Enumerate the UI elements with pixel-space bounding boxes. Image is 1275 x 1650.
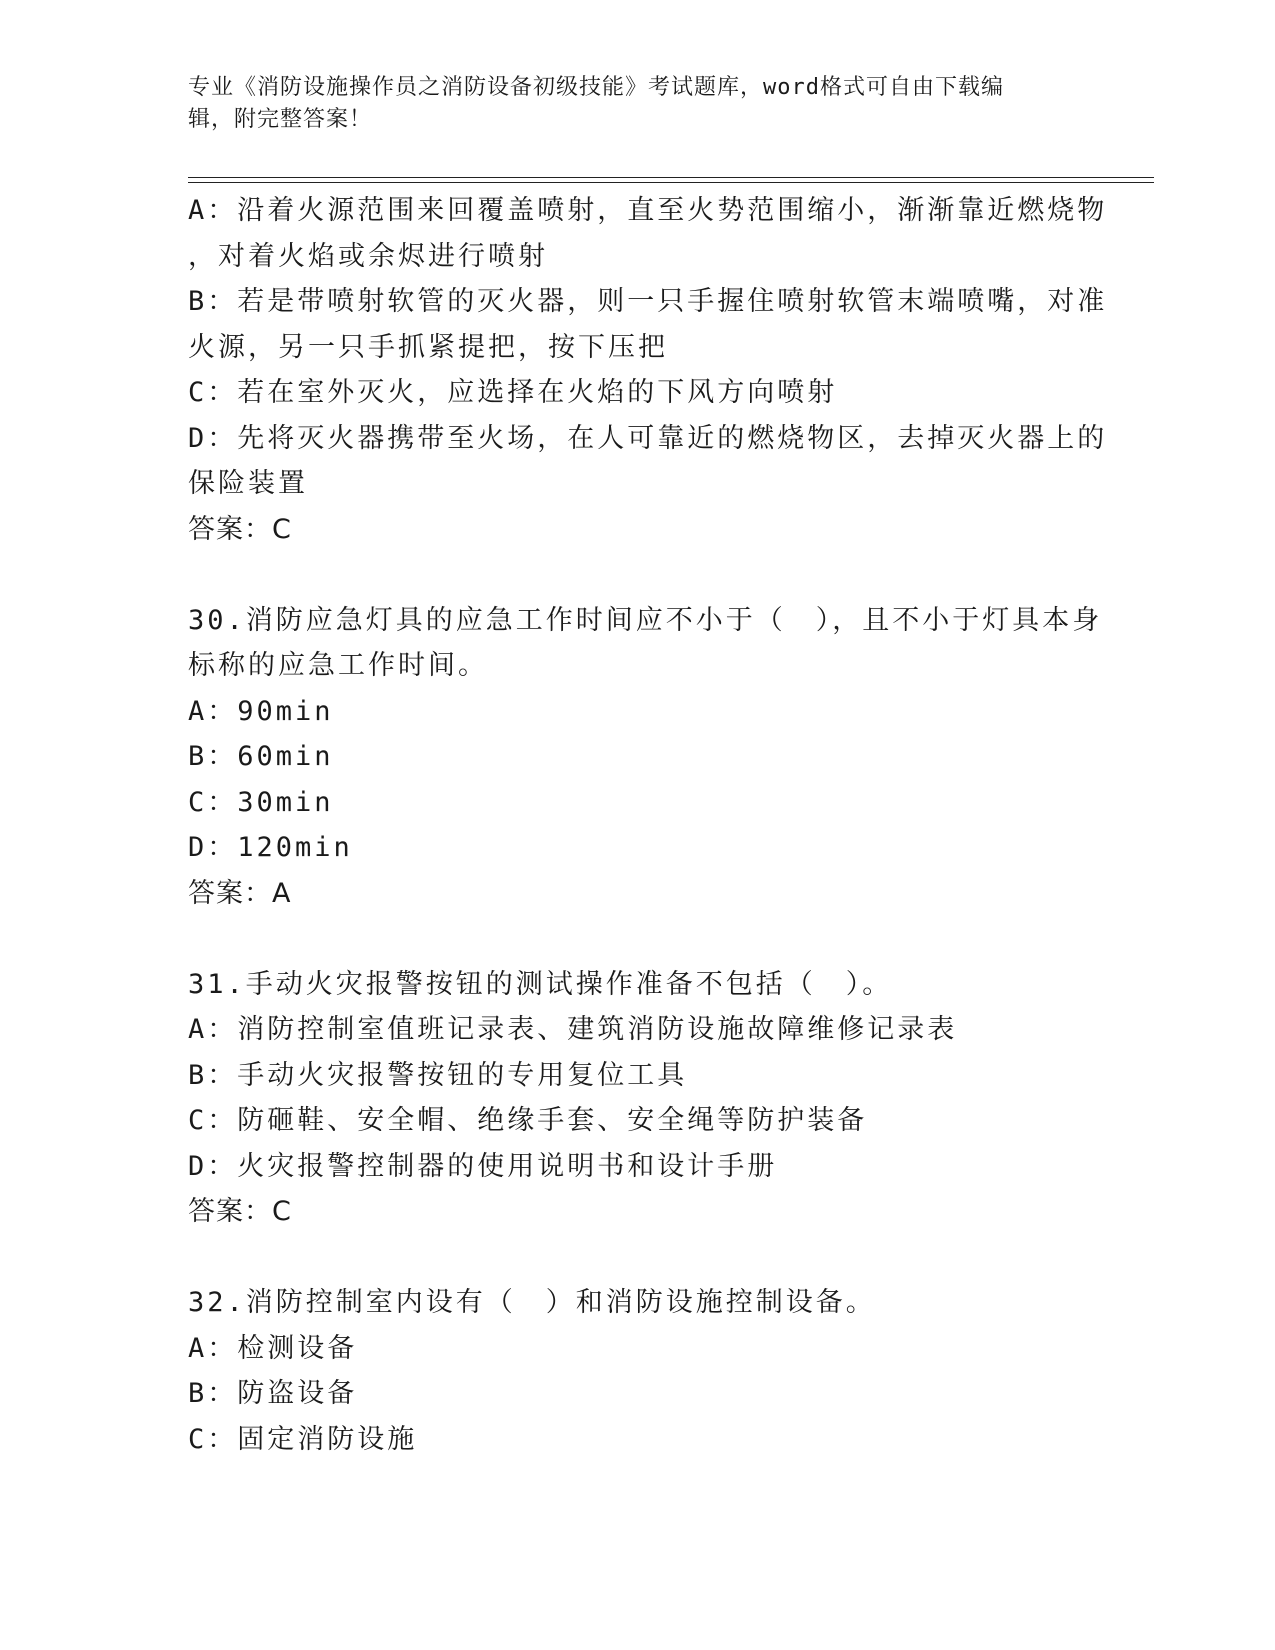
header-divider-bottom (188, 182, 1154, 183)
option-c: C：固定消防设施 (188, 1423, 418, 1455)
option-b-line-2: 火源，另一只手抓紧提把，按下压把 (188, 331, 668, 363)
option-b: B：防盗设备 (188, 1378, 358, 1409)
header-divider-top (188, 177, 1154, 178)
question-stem: 32.消防控制室内设有（ ）和消防设施控制设备。 (188, 1287, 876, 1318)
option-b: B：手动火灾报警按钮的专用复位工具 (188, 1059, 688, 1091)
spacer (188, 552, 1088, 598)
header-line-1: 专业《消防设施操作员之消防设备初级技能》考试题库，word格式可自由下载编 (188, 75, 1004, 100)
question-stem: 31.手动火灾报警按钮的测试操作准备不包括（ ）。 (188, 968, 893, 1000)
question-list (188, 188, 1108, 1462)
option-c: C：30min (188, 786, 334, 818)
option-d: D：火灾报警控制器的使用说明书和设计手册 (188, 1150, 778, 1182)
question-29 (188, 188, 1108, 552)
document-header (188, 72, 1068, 136)
answer: 答案：C (188, 513, 292, 545)
spacer (188, 916, 1088, 962)
question-30 (188, 598, 1103, 917)
question-stem-line-2: 标称的应急工作时间。 (188, 650, 488, 681)
header-line-2: 辑，附完整答案！ (188, 107, 373, 132)
option-a: A：90min (188, 695, 334, 727)
spacer (188, 1235, 1088, 1281)
option-c: C：防砸鞋、安全帽、绝缘手套、安全绳等防护装备 (188, 1105, 868, 1136)
answer: 答案：C (188, 1196, 292, 1227)
option-d-line-2: 保险装置 (188, 468, 308, 499)
option-d: D：120min (188, 832, 353, 863)
question-31 (188, 962, 1088, 1235)
option-a-line-1: A：沿着火源范围来回覆盖喷射，直至火势范围缩小，渐渐靠近燃烧物 (188, 195, 1108, 226)
option-a-line-2: ，对着火焰或余烬进行喷射 (188, 240, 548, 272)
answer: 答案：A (188, 877, 292, 909)
option-b: B：60min (188, 741, 334, 772)
option-b-line-1: B：若是带喷射软管的灭火器，则一只手握住喷射软管末端喷嘴，对准 (188, 286, 1108, 317)
option-c: C：若在室外灭火，应选择在火焰的下风方向喷射 (188, 377, 838, 408)
option-d-line-1: D：先将灭火器携带至火场，在人可靠近的燃烧物区，去掉灭火器上的 (188, 422, 1108, 454)
option-a: A：消防控制室值班记录表、建筑消防设施故障维修记录表 (188, 1014, 958, 1045)
option-a: A：检测设备 (188, 1332, 358, 1364)
question-32 (188, 1280, 1088, 1462)
question-stem-line-1: 30.消防应急灯具的应急工作时间应不小于（ ），且不小于灯具本身 (188, 604, 1103, 636)
